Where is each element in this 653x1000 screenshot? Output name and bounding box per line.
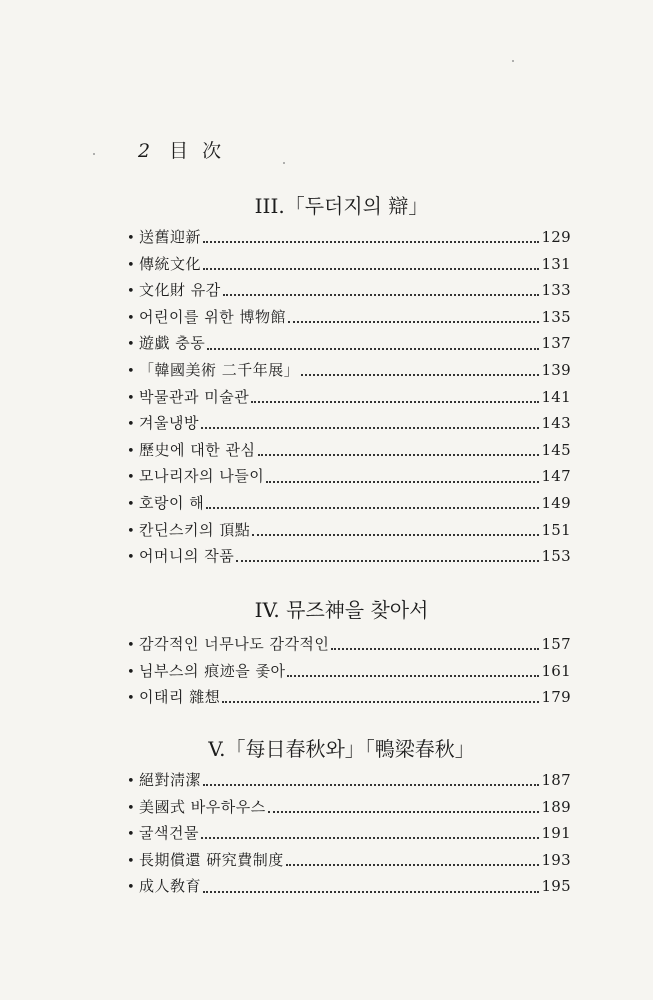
entry-page: 149: [541, 493, 571, 512]
entry-page: 179: [541, 688, 571, 707]
toc-entry[interactable]: [127, 226, 571, 253]
dot-leader: [288, 321, 539, 323]
toc-entry[interactable]: [127, 796, 571, 823]
dot-leader: [206, 507, 539, 509]
bullet-icon: •: [127, 523, 135, 539]
dot-leader: [287, 675, 539, 677]
entry-title: 어린이를 위한 博物館: [139, 307, 286, 326]
bullet-icon: •: [127, 496, 135, 512]
entry-title: 감각적인 너무나도 감각적인: [139, 635, 330, 653]
section-heading-iv: IV. 뮤즈神을 찾아서: [254, 598, 429, 622]
toc-entry[interactable]: [127, 412, 571, 439]
entry-page: 147: [541, 467, 571, 486]
section-heading-iii: III.「두더지의 辯」: [254, 194, 429, 218]
toc-list-iv: [127, 633, 571, 713]
bullet-icon: •: [127, 310, 135, 326]
bullet-icon: •: [127, 800, 135, 816]
toc-entry[interactable]: [127, 633, 571, 660]
dot-leader: [236, 560, 539, 562]
dot-leader: [301, 374, 539, 376]
entry-page: 133: [541, 281, 571, 300]
dot-leader: [207, 348, 539, 350]
bullet-icon: •: [127, 827, 135, 843]
bullet-icon: •: [127, 638, 135, 653]
toc-entry[interactable]: [127, 359, 571, 386]
toc-entry[interactable]: [127, 686, 571, 713]
bullet-icon: •: [127, 337, 135, 353]
toc-entry[interactable]: [127, 465, 571, 492]
bullet-icon: •: [127, 443, 135, 459]
toc-entry[interactable]: [127, 875, 571, 902]
entry-title: 絕對淸潔: [139, 771, 202, 789]
toc-entry[interactable]: [127, 519, 571, 546]
toc-entry[interactable]: [127, 492, 571, 519]
bullet-icon: •: [127, 691, 135, 707]
entry-title: 成人敎育: [139, 877, 202, 896]
entry-page: 153: [541, 547, 571, 566]
entry-title: 文化財 유감: [139, 281, 221, 300]
page-number: 2: [138, 140, 152, 162]
dot-leader: [203, 784, 539, 786]
bullet-icon: •: [127, 880, 135, 896]
entry-page: 137: [541, 334, 571, 353]
bullet-icon: •: [127, 231, 135, 246]
dot-leader: [268, 811, 540, 813]
bullet-icon: •: [127, 853, 135, 869]
entry-title: 님부스의 痕迹을 좇아: [139, 661, 286, 680]
entry-page: 189: [541, 797, 571, 816]
entry-page: 135: [541, 307, 571, 326]
dot-leader: [266, 481, 539, 483]
toc-list-v: [127, 769, 571, 902]
dot-leader: [222, 701, 539, 703]
entry-title: 傳統文化: [139, 254, 202, 273]
toc-entry[interactable]: [127, 253, 571, 280]
dot-leader: [203, 241, 539, 243]
dot-leader: [286, 864, 540, 866]
toc-list-iii: [127, 226, 571, 572]
entry-page: 139: [541, 360, 571, 379]
entry-title: 長期償還 硏究費制度: [139, 850, 284, 869]
toc-entry[interactable]: [127, 822, 571, 849]
bullet-icon: •: [127, 257, 135, 273]
bullet-icon: •: [127, 664, 135, 680]
bullet-icon: •: [127, 470, 135, 486]
toc-entry[interactable]: [127, 279, 571, 306]
entry-title: 送舊迎新: [139, 228, 202, 246]
toc-entry[interactable]: [127, 439, 571, 466]
dot-leader: [223, 294, 540, 296]
toc-entry[interactable]: [127, 386, 571, 413]
entry-page: 161: [541, 661, 571, 680]
dot-leader: [203, 891, 539, 893]
entry-title: 「韓國美術 二千年展」: [139, 360, 300, 379]
bullet-icon: •: [127, 417, 135, 433]
entry-title: 칸딘스키의 頂點: [139, 520, 251, 539]
entry-page: 145: [541, 440, 571, 459]
entry-page: 187: [541, 771, 571, 789]
bullet-icon: •: [127, 284, 135, 300]
dot-leader: [201, 837, 540, 839]
entry-title: 어머니의 작품: [139, 547, 235, 566]
bullet-icon: •: [127, 774, 135, 789]
entry-page: 157: [541, 635, 571, 653]
paper-speck: [93, 153, 95, 155]
toc-entry[interactable]: [127, 306, 571, 333]
entry-title: 박물관과 미술관: [139, 387, 250, 406]
entry-title: 美國式 바우하우스: [139, 797, 266, 816]
entry-page: 131: [541, 254, 571, 273]
entry-page: 151: [541, 520, 571, 539]
toc-entry[interactable]: [127, 849, 571, 876]
entry-title: 歷史에 대한 관심: [139, 440, 256, 459]
entry-page: 141: [541, 387, 571, 406]
toc-entry[interactable]: [127, 769, 571, 796]
bullet-icon: •: [127, 363, 135, 379]
paper-speck: [283, 162, 285, 164]
bullet-icon: •: [127, 390, 135, 406]
entry-title: 호랑이 해: [139, 493, 205, 512]
entry-page: 129: [541, 228, 571, 246]
entry-title: 굴색건물: [139, 824, 199, 843]
dot-leader: [331, 648, 539, 650]
dot-leader: [201, 427, 540, 429]
running-title: 目次: [169, 140, 236, 162]
paper-speck: [512, 60, 514, 62]
entry-page: 191: [541, 824, 571, 843]
entry-title: 遊戱 충동: [139, 334, 206, 353]
entry-page: 195: [541, 877, 571, 896]
entry-title: 이태리 雜想: [139, 688, 221, 707]
entry-title: 겨울냉방: [139, 414, 199, 433]
dot-leader: [258, 454, 540, 456]
dot-leader: [252, 534, 539, 536]
entry-title: 모나리자의 나들이: [139, 467, 265, 486]
dot-leader: [251, 401, 539, 403]
bullet-icon: •: [127, 550, 135, 566]
dot-leader: [203, 268, 539, 270]
running-head: [138, 136, 235, 163]
toc-entry[interactable]: [127, 332, 571, 359]
section-heading-v: V.「每日春秋와」「鴨梁春秋」: [208, 737, 475, 761]
toc-entry[interactable]: [127, 660, 571, 687]
toc-entry[interactable]: [127, 545, 571, 572]
entry-page: 193: [541, 850, 571, 869]
entry-page: 143: [541, 414, 571, 433]
